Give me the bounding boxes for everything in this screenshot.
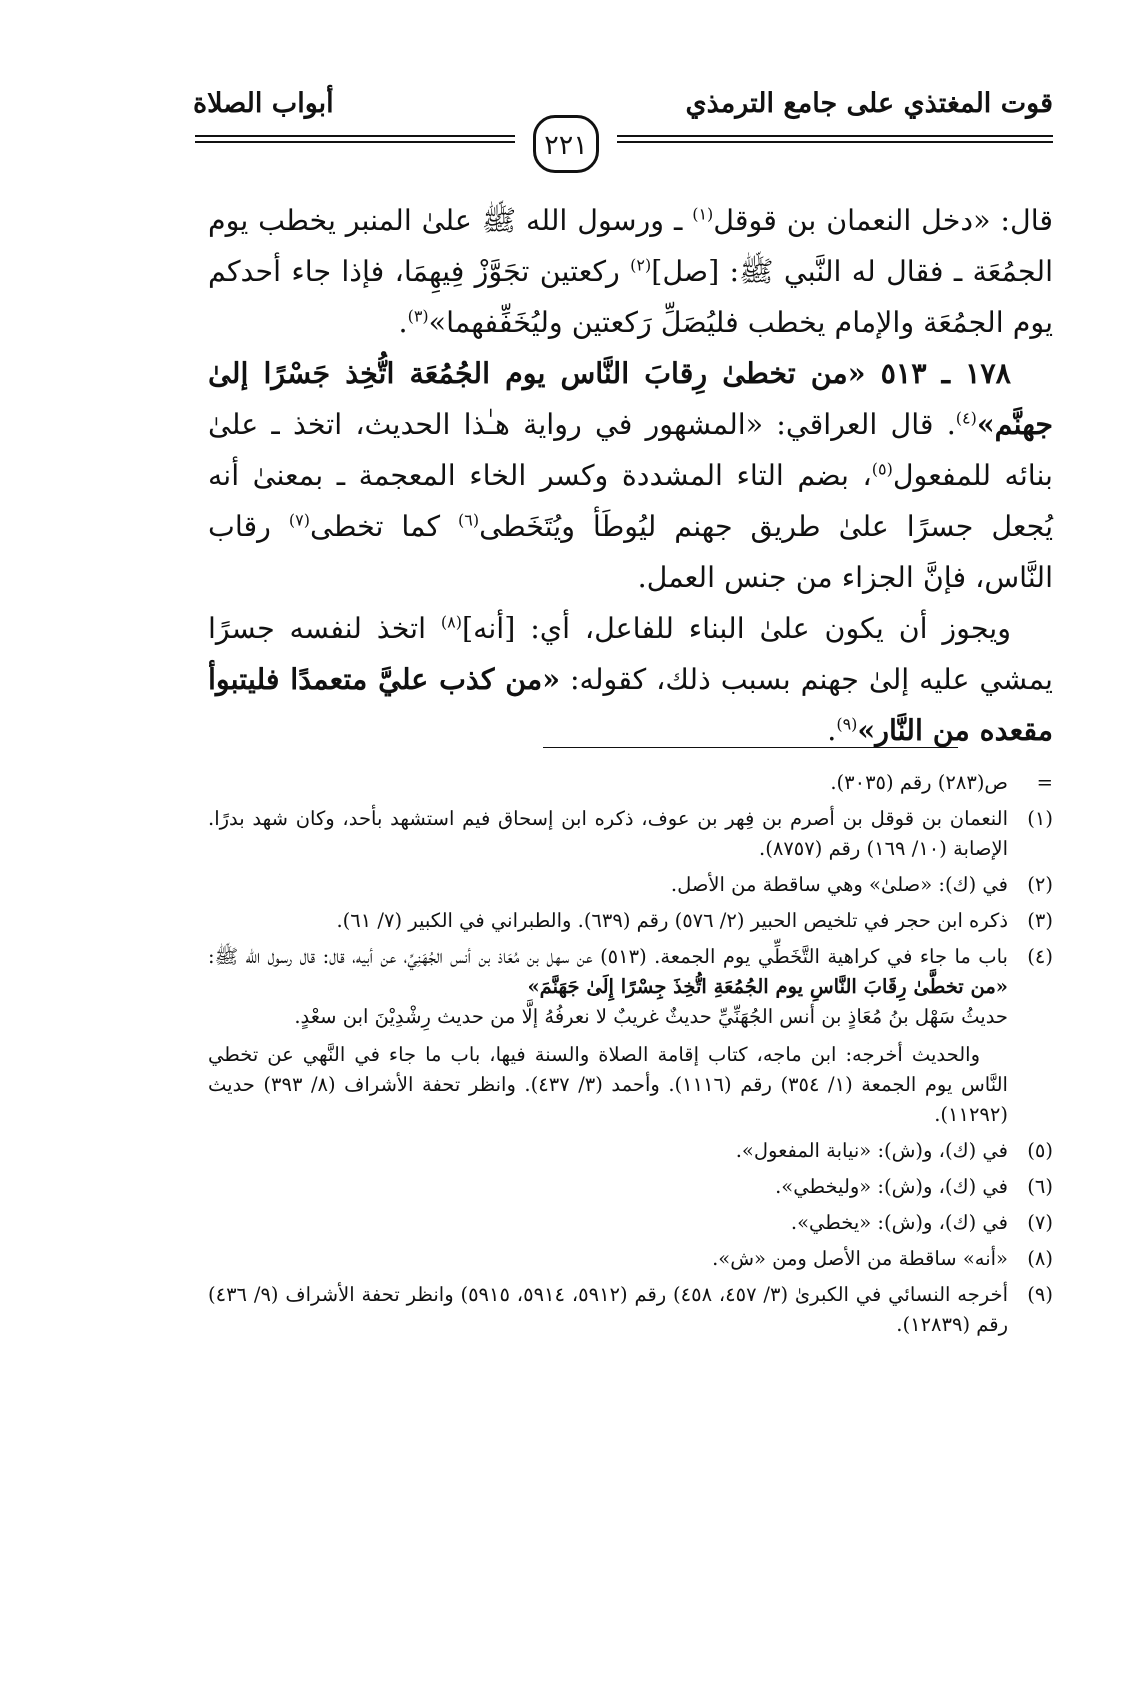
paragraph-hadith-numan: قال: «دخل النعمان بن قوقل$^{(١)}$ ـ ورسول الله ﷺ علىٰ المنبر يخطب يوم الجمُعَة ـ فقال له النَّبي ﷺ: [صل]$^{(٢)}$ ركعتين تجَوَّزْ فِيهِمَا، فإذا جاء أحدكم يوم الجمُعَة والإمام يخطب فليُصَلِّ رَكعتين وليُخَفِّفهما»$^{(٣)}$.: [208, 204, 1053, 339]
paragraph-hadith-513: ١٧٨ ـ ٥١٣ «من تخطىٰ رِقابَ النَّاس يوم الجُمُعَة اتُّخِذ جَسْرًا إلىٰ جهنَّم»$^{(٤)}$. قال العراقي: «المشهور في رواية هـٰذا الحديث، اتخذ ـ علىٰ بنائه للمفعول$^{(٥)}$، بضم التاء المشددة وكسر الخاء المعجمة ـ بمعنىٰ أنه يُجعل جسرًا علىٰ طريق جهنم ليُوطَأ ويُتَخَطى$^{(٦)}$ كما تخطى$^{(٧)}$ رقاب النَّاس، فإنَّ الجزاء من جنس العمل.: [208, 356, 1054, 594]
header-rule-left-bottom: [195, 141, 515, 143]
footnote-6: (٦) في (ك)، و(ش): «وليخطي».: [208, 1172, 1053, 1202]
footnote-1: (١) النعمان بن قوقل بن أصرم بن فِهر بن عوف، ذكره ابن إسحاق فيم استشهد بأحد، وكان شهد بدرًا. الإصابة (١٠/ ١٦٩) رقم (٨٧٥٧).: [208, 804, 1053, 864]
footnote-4: (٤) باب ما جاء في كراهية التَّخَطِّي يوم الجمعة. (٥١٣) عن سهل بن مُعَاذ بن أنس الجُهَنِيِّ، عن أبيه، قال: قال رسول الله ﷺ: «من تخطَّىٰ رِقَابَ النَّاسِ يوم الجُمُعَةِ اتُّخِذَ جِسْرًا إِلَىٰ جَهَنَّمَ» حديثُ سَهْل بنُ مُعَاذٍ بن أنس الجُهَنِّيِّ حديثٌ غريبٌ لا نعرفُهُ إلَّا من حديث رِشْدِيْنَ ابن سعْدٍ. والحديث أخرجه: ابن ماجه، كتاب إقامة الصلاة والسنة فيها، باب ما جاء في النَّهي عن تخطي النَّاس يوم الجمعة (١/ ٣٥٤) رقم (١١١٦). وأحمد (٣/ ٤٣٧). وانظر تحفة الأشراف (٨/ ٣٩٣) حديث (١١٢٩٢).: [208, 942, 1053, 1130]
footnote-number: (٣): [1027, 909, 1053, 932]
footnote-2: (٢) في (ك): «صلىٰ» وهي ساقطة من الأصل.: [208, 870, 1053, 900]
footnote-ref-4[interactable]: (٤): [955, 408, 977, 428]
footnote-number: (٧): [1027, 1211, 1053, 1234]
paragraph-active-voice: ويجوز أن يكون علىٰ البناء للفاعل، أي: [أنه]$^{(٨)}$ اتخذ لنفسه جسرًا يمشي عليه إلىٰ جهنم بسبب ذلك، كقوله: «من كذب عليَّ متعمدًا فليتبوأ مقعده من النَّار»$^{(٩)}$.: [208, 612, 1053, 747]
footnote-ref-2[interactable]: (٢): [630, 255, 652, 275]
running-head-section-title: أبواب الصلاة: [193, 88, 334, 119]
header-rule-left-top: [195, 135, 515, 137]
footnote-ref-7[interactable]: (٧): [288, 510, 310, 530]
footnote-ref-6[interactable]: (٦): [458, 510, 480, 530]
running-head-book-title: قوت المغتذي على جامع الترمذي: [685, 88, 1053, 119]
header-rule-right-top: [617, 135, 1053, 137]
hadith-heading: ١٧٨ ـ ٥١٣ «من تخطىٰ رِقابَ النَّاس يوم الجُمُعَة اتُّخِذ جَسْرًا إلىٰ جهنَّم»: [208, 356, 1053, 441]
footnote-ref-8[interactable]: (٨): [440, 612, 462, 632]
footnote-number: (١): [1027, 807, 1053, 830]
footnotes: [208, 768, 1053, 1346]
footnote-ref-1[interactable]: (١): [692, 204, 714, 224]
page-number: ٢٢١: [533, 115, 599, 173]
quoted-hadith: «من كذب عليَّ متعمدًا فليتبوأ مقعده من النَّار»: [208, 662, 1053, 747]
main-text: [208, 195, 1053, 756]
hadith-quote: «من تخطَّىٰ رِقَابَ النَّاسِ يوم الجُمُعَةِ اتُّخِذَ جِسْرًا إِلَىٰ جَهَنَّمَ»: [527, 975, 1008, 998]
footnote-ref-9[interactable]: (٩): [836, 714, 858, 734]
footnote-number: (٨): [1027, 1247, 1053, 1270]
footnote-9: (٩) أخرجه النسائي في الكبرىٰ (٣/ ٤٥٧، ٤٥٨) رقم (٥٩١٢، ٥٩١٤، ٥٩١٥) وانظر تحفة الأشراف (٩/ ٤٣٦) رقم (١٢٨٣٩).: [208, 1280, 1053, 1340]
footnote-continuation: = ص(٢٨٣) رقم (٣٠٣٥).: [208, 768, 1053, 798]
footnote-ref-5[interactable]: (٥): [871, 459, 893, 479]
footnote-number: (٤): [1027, 945, 1053, 968]
footnote-separator: [543, 747, 958, 748]
footnote-3: (٣) ذكره ابن حجر في تلخيص الحبير (٢/ ٥٧٦) رقم (٦٣٩). والطبراني في الكبير (٧/ ٦١).: [208, 906, 1053, 936]
footnote-5: (٥) في (ك)، و(ش): «نيابة المفعول».: [208, 1136, 1053, 1166]
footnote-8: (٨) «أنه» ساقطة من الأصل ومن «ش».: [208, 1244, 1053, 1274]
footnote-ref-3[interactable]: (٣): [407, 306, 429, 326]
footnote-number: (٦): [1027, 1175, 1053, 1198]
continuation-mark: =: [1036, 771, 1053, 794]
footnote-7: (٧) في (ك)، و(ش): «يخطي».: [208, 1208, 1053, 1238]
header-rule-right-bottom: [617, 141, 1053, 143]
footnote-number: (٥): [1027, 1139, 1053, 1162]
footnote-number: (٩): [1027, 1283, 1053, 1306]
footnote-number: (٢): [1027, 873, 1053, 896]
